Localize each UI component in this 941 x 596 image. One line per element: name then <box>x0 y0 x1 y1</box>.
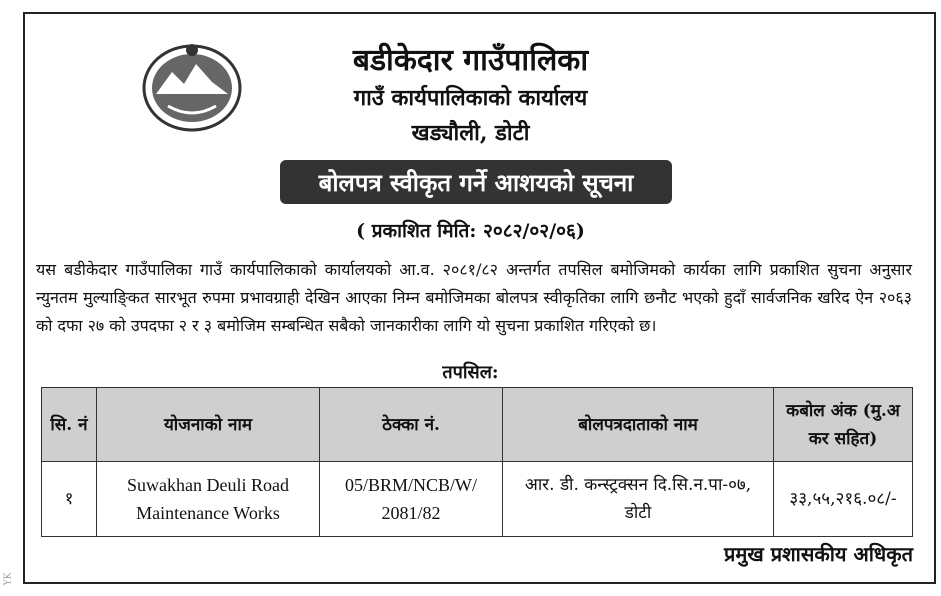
cell-project-name: Suwakhan Deuli Road Maintenance Works <box>97 462 320 537</box>
signature-title: प्रमुख प्रशासकीय अधिकृत <box>724 542 913 566</box>
cell-serial: १ <box>42 462 97 537</box>
cell-bidder-name: आर. डी. कन्स्ट्रक्सन दि.सि.न.पा-०७, डोटी <box>503 462 774 537</box>
table-row <box>42 462 913 537</box>
notice-title-banner: बोलपत्र स्वीकृत गर्ने आशयको सूचना <box>280 160 672 204</box>
cell-bid-amount: ३३,५५,२१६.०८/- <box>774 462 913 537</box>
col-serial: सि. नं <box>42 388 97 462</box>
office-name: गाउँ कार्यपालिकाको कार्यालय <box>353 85 588 111</box>
notice-body: यस बडीकेदार गाउँपालिका गाउँ कार्यपालिकाको कार्यालयको आ.व. २०८१/८२ अन्तर्गत तपसिल बमोजिमको कार्यका लागि प्रकाशित सुचना अनुसार न्युनतम मुल्याङ्‍कित सारभूत रुपमा प्रभावग्राही देखिन आएका निम्न बमोजिमका बोलपत्र स्वीकृतिका लागि छनौट भएको हुदाँ सार्वजनिक खरिद ऐन २०६३ को दफा २७ को उपदफा २ र ३ बमोजिम सम्बन्धित सबैको जानकारीका लागि यो सुचना प्रकाशित गरिएको छ। <box>36 260 912 335</box>
col-bidder-name: बोलपत्रदाताको नाम <box>503 388 774 462</box>
corner-mark: YK <box>3 572 14 586</box>
office-location: खड्यौली, डोटी <box>411 120 530 146</box>
details-label: तपसिल: <box>442 362 499 383</box>
table-header-row <box>42 388 913 462</box>
col-contract-no: ठेक्का नं. <box>320 388 503 462</box>
col-bid-amount: कबोल अंक (मु.अ कर सहित) <box>774 388 913 462</box>
col-project-name: योजनाको नाम <box>97 388 320 462</box>
municipality-name: बडीकेदार गाउँपालिका <box>352 43 589 78</box>
bid-table <box>41 387 913 537</box>
cell-contract-no: 05/BRM/NCB/W/ 2081/82 <box>320 462 503 537</box>
publish-date: ( प्रकाशित मिति: २०८२/०२/०६) <box>356 220 585 242</box>
